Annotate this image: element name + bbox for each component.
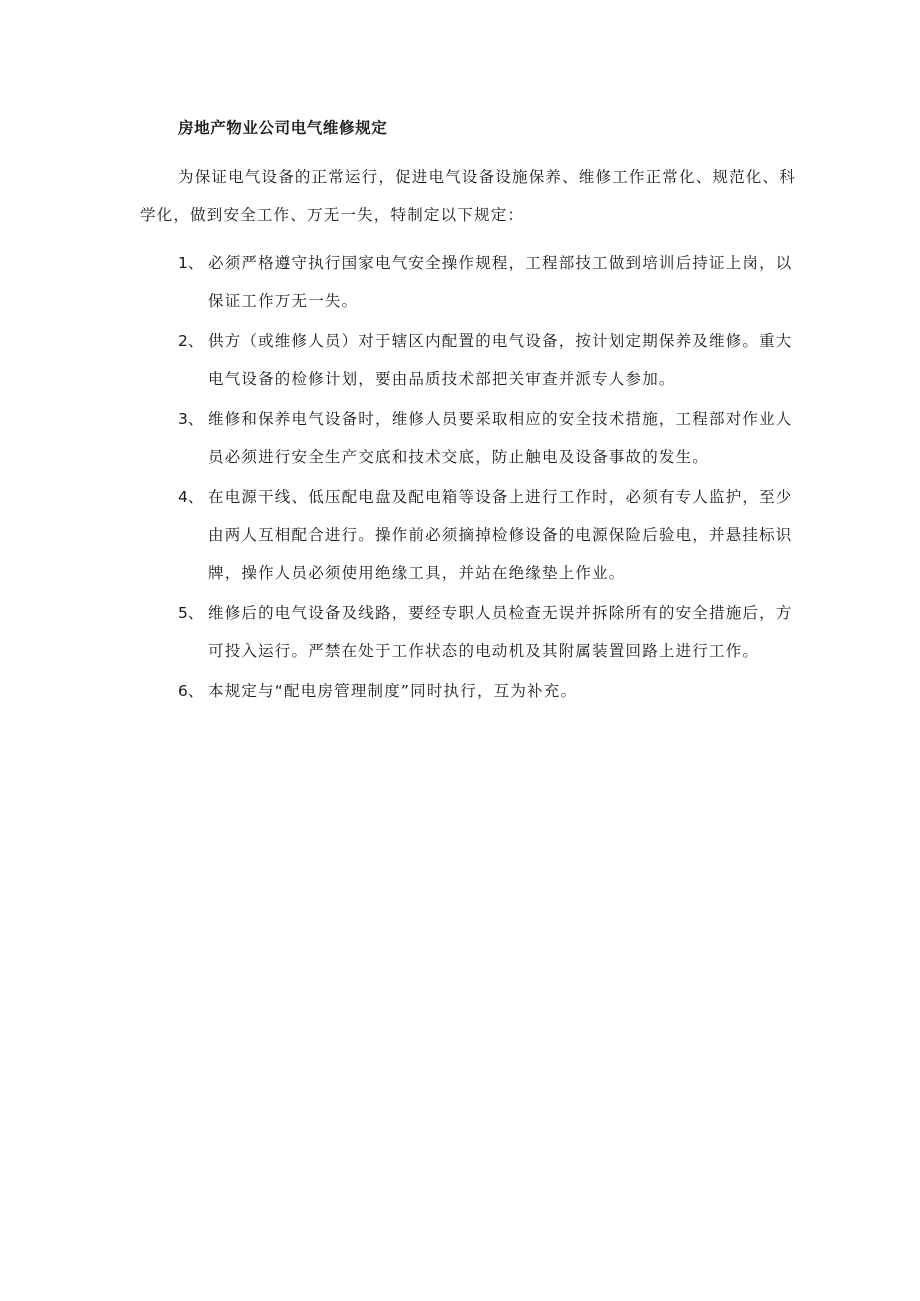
rule-text: 必须严格遵守执行国家电气安全操作规程，工程部技工做到培训后持证上岗，以保证工作万无一失。 — [208, 254, 793, 310]
rule-text: 维修和保养电气设备时，维修人员要采取相应的安全技术措施，工程部对作业人员必须进行安全生产交底和技术交底，防止触电及设备事故的发生。 — [208, 410, 793, 466]
rule-item — [178, 322, 800, 398]
rule-item — [178, 594, 800, 670]
rule-text: 维修后的电气设备及线路，要经专职人员检查无误并拆除所有的安全措施后，方可投入运行。严禁在处于工作状态的电动机及其附属装置回路上进行工作。 — [208, 604, 793, 660]
rule-item — [178, 244, 800, 320]
document-title: 房地产物业公司电气维修规定 — [178, 119, 388, 137]
rule-number: 5、 — [178, 604, 204, 622]
rule-text: 本规定与“配电房管理制度”同时执行，互为补充。 — [208, 682, 578, 700]
rule-item — [178, 672, 800, 710]
rule-text: 在电源干线、低压配电盘及配电箱等设备上进行工作时，必须有专人监护，至少由两人互相配合进行。操作前必须摘掉检修设备的电源保险后验电，并悬挂标识牌，操作人员必须使用绝缘工具，并站在绝缘垫上作业。 — [208, 488, 793, 582]
rules-list — [178, 244, 800, 712]
rule-number: 6、 — [178, 682, 204, 700]
rule-item — [178, 400, 800, 476]
rule-number: 2、 — [178, 332, 204, 350]
rule-item — [178, 478, 800, 592]
intro-paragraph: 为保证电气设备的正常运行，促进电气设备设施保养、维修工作正常化、规范化、科学化，做到安全工作、万无一失，特制定以下规定： — [140, 168, 796, 224]
rule-number: 4、 — [178, 488, 204, 506]
rule-text: 供方（或维修人员）对于辖区内配置的电气设备，按计划定期保养及维修。重大电气设备的检修计划，要由品质技术部把关审查并派专人参加。 — [208, 332, 793, 388]
rule-number: 3、 — [178, 410, 204, 428]
rule-number: 1、 — [178, 254, 204, 272]
